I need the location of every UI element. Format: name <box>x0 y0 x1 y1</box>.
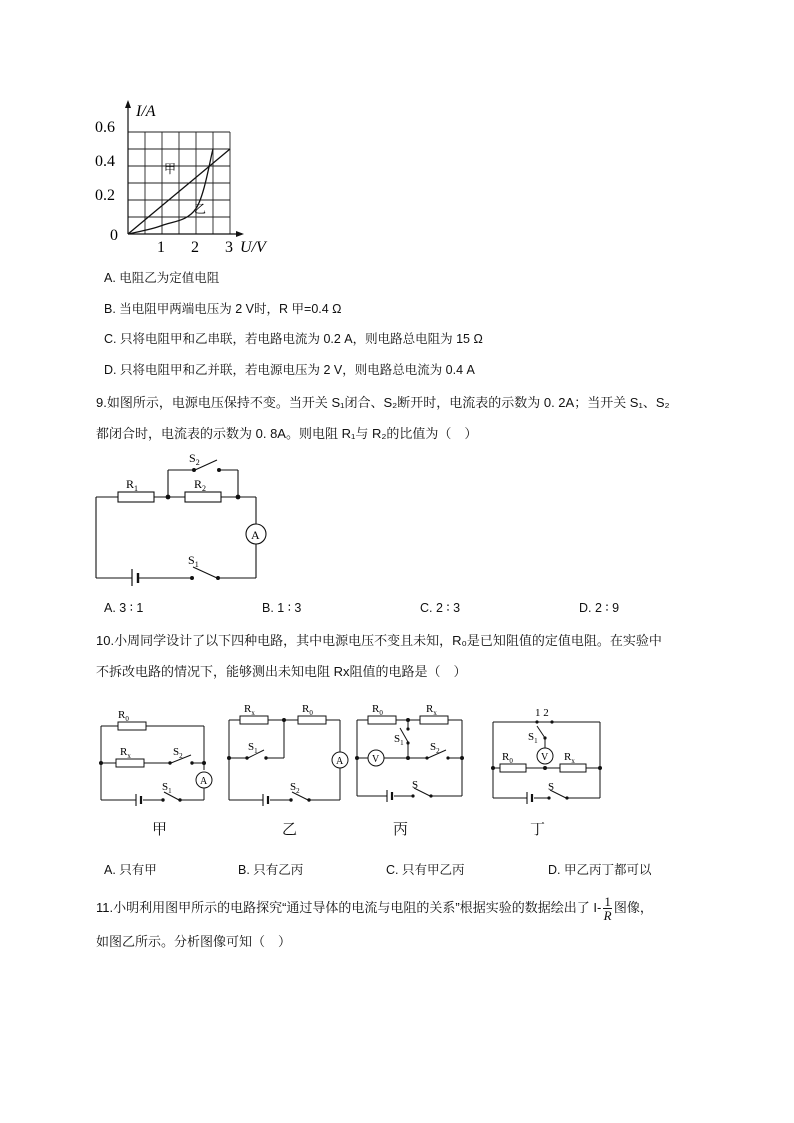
q9-option-a: A. 3 ∶ 1 <box>104 601 144 615</box>
ammeter-label: A <box>251 528 260 542</box>
svg-text:S1: $S_1$ <box>162 781 172 795</box>
q9-option-d: D. 2 ∶ 9 <box>579 601 620 615</box>
svg-text:V: V <box>541 752 549 763</box>
q10-option-c: C. 只有甲乙丙 <box>386 863 465 877</box>
q9-text-line1: 9.如图所示，电源电压保持不变。当开关 S₁闭合、S₂断开时，电流表的示数为 0. 2A；当开关 S₁、S₂ <box>96 395 670 410</box>
svg-text:R0: $R_0$ <box>118 709 129 723</box>
q10-text-line1: 10.小周同学设计了以下四种电路，其中电源电压不变且未知，R₀是已知阻值的定值电阻。在实验中 <box>96 633 662 648</box>
iu-graph <box>90 98 290 258</box>
q10-circuit-yi <box>226 700 354 810</box>
svg-text:R0: $R_0$ <box>302 703 313 717</box>
q9-text-line2: 都闭合时，电流表的示数为 0. 8A。则电阻 R₁与 R₂的比值为（ ） <box>96 426 478 441</box>
q10-circuit-bing <box>354 700 466 810</box>
frac-numerator: 1 <box>604 894 611 910</box>
y-axis-arrow <box>125 100 131 108</box>
r1-label: $R_1$ <box>126 477 139 493</box>
q11-text-line1 <box>96 893 653 923</box>
q10-caption-ding: 丁 <box>530 820 546 838</box>
svg-text:S1: $S_1$ <box>248 741 258 755</box>
svg-text:R0: $R_0$ <box>372 703 383 717</box>
q10-caption-yi: 乙 <box>282 820 298 838</box>
r2-resistor <box>185 492 221 502</box>
x-axis-arrow <box>236 231 244 237</box>
y-tick-0.2: 0.2 <box>95 187 115 204</box>
y-tick-0.4: 0.4 <box>95 153 115 170</box>
q8-option-c: C. 只将电阻甲和乙串联，若电路电流为 0.2 A，则电路总电阻为 15 Ω <box>104 332 483 346</box>
q8-option-d: D. 只将电阻甲和乙并联，若电源电压为 2 V，则电路总电流为 0.4 A <box>104 363 475 377</box>
one-over-r-fraction <box>603 895 612 922</box>
svg-text:S2: $S_2$ <box>173 746 183 760</box>
q10-circuit-jia <box>96 700 222 810</box>
origin-label: 0 <box>110 227 118 244</box>
x-tick-3: 3 <box>225 239 233 256</box>
svg-text:Rx: $R_x$ <box>244 703 255 717</box>
q11-text-post: 图像， <box>613 900 653 915</box>
svg-text:Rx: $R_x$ <box>120 746 131 760</box>
svg-text:S: S <box>548 781 555 793</box>
svg-text:S: S <box>412 779 419 791</box>
x-tick-1: 1 <box>157 239 165 256</box>
q11-text-line2: 如图乙所示。分析图像可知（ ） <box>96 934 292 949</box>
r2-label: $R_2$ <box>194 477 207 493</box>
q10-text-line2: 不拆改电路的情况下，能够测出未知电阻 Rx阻值的电路是（ ） <box>96 664 467 679</box>
graph-grid <box>128 132 230 234</box>
svg-text:A: A <box>200 776 208 787</box>
y-tick-0.6: 0.6 <box>95 119 115 136</box>
q10-option-b: B. 只有乙丙 <box>238 863 304 877</box>
svg-text:S2: $S_2$ <box>430 741 440 755</box>
q10-circuit-ding <box>490 700 604 810</box>
s1-label: $S_1$ <box>188 553 199 569</box>
q11-text-pre: 11.小明利用图甲所示的电路探究“通过导体的电流与电阻的关系”根据实验的数据绘出了 I- <box>96 900 602 915</box>
q9-option-c: C. 2 ∶ 3 <box>420 601 461 615</box>
svg-text:R0: $R_0$ <box>502 751 513 765</box>
curve-jia-label: 甲 <box>164 162 177 176</box>
r1-resistor <box>118 492 154 502</box>
q10-caption-bing: 丙 <box>393 820 409 838</box>
svg-text:S2: $S_2$ <box>290 781 300 795</box>
svg-text:Rx: $R_x$ <box>426 703 437 717</box>
y-axis-label: I/A <box>136 103 156 120</box>
s2-label: $S_2$ <box>189 451 200 467</box>
q10-caption-jia: 甲 <box>152 820 168 838</box>
q10-option-a: A. 只有甲 <box>104 863 157 877</box>
x-axis-label: U/V <box>240 239 266 256</box>
x-tick-2: 2 <box>191 239 199 256</box>
q10-option-d: D. 甲乙丙丁都可以 <box>548 863 652 877</box>
q8-option-b: B. 当电阻甲两端电压为 2 V时，R 甲=0.4 Ω <box>104 302 342 316</box>
svg-text:V: V <box>372 754 380 765</box>
svg-text:1 2: 1 2 <box>535 707 549 719</box>
q8-option-a: A. 电阻乙为定值电阻 <box>104 271 220 285</box>
svg-text:S1: $S_1$ <box>528 731 538 745</box>
curve-yi-label: 乙 <box>194 202 207 216</box>
svg-text:S1: $S_1$ <box>394 733 404 747</box>
q9-circuit <box>90 446 280 586</box>
svg-text:Rx: $R_x$ <box>564 751 575 765</box>
frac-denominator: R <box>603 908 612 924</box>
q9-option-b: B. 1 ∶ 3 <box>262 601 302 615</box>
svg-text:A: A <box>336 756 344 767</box>
